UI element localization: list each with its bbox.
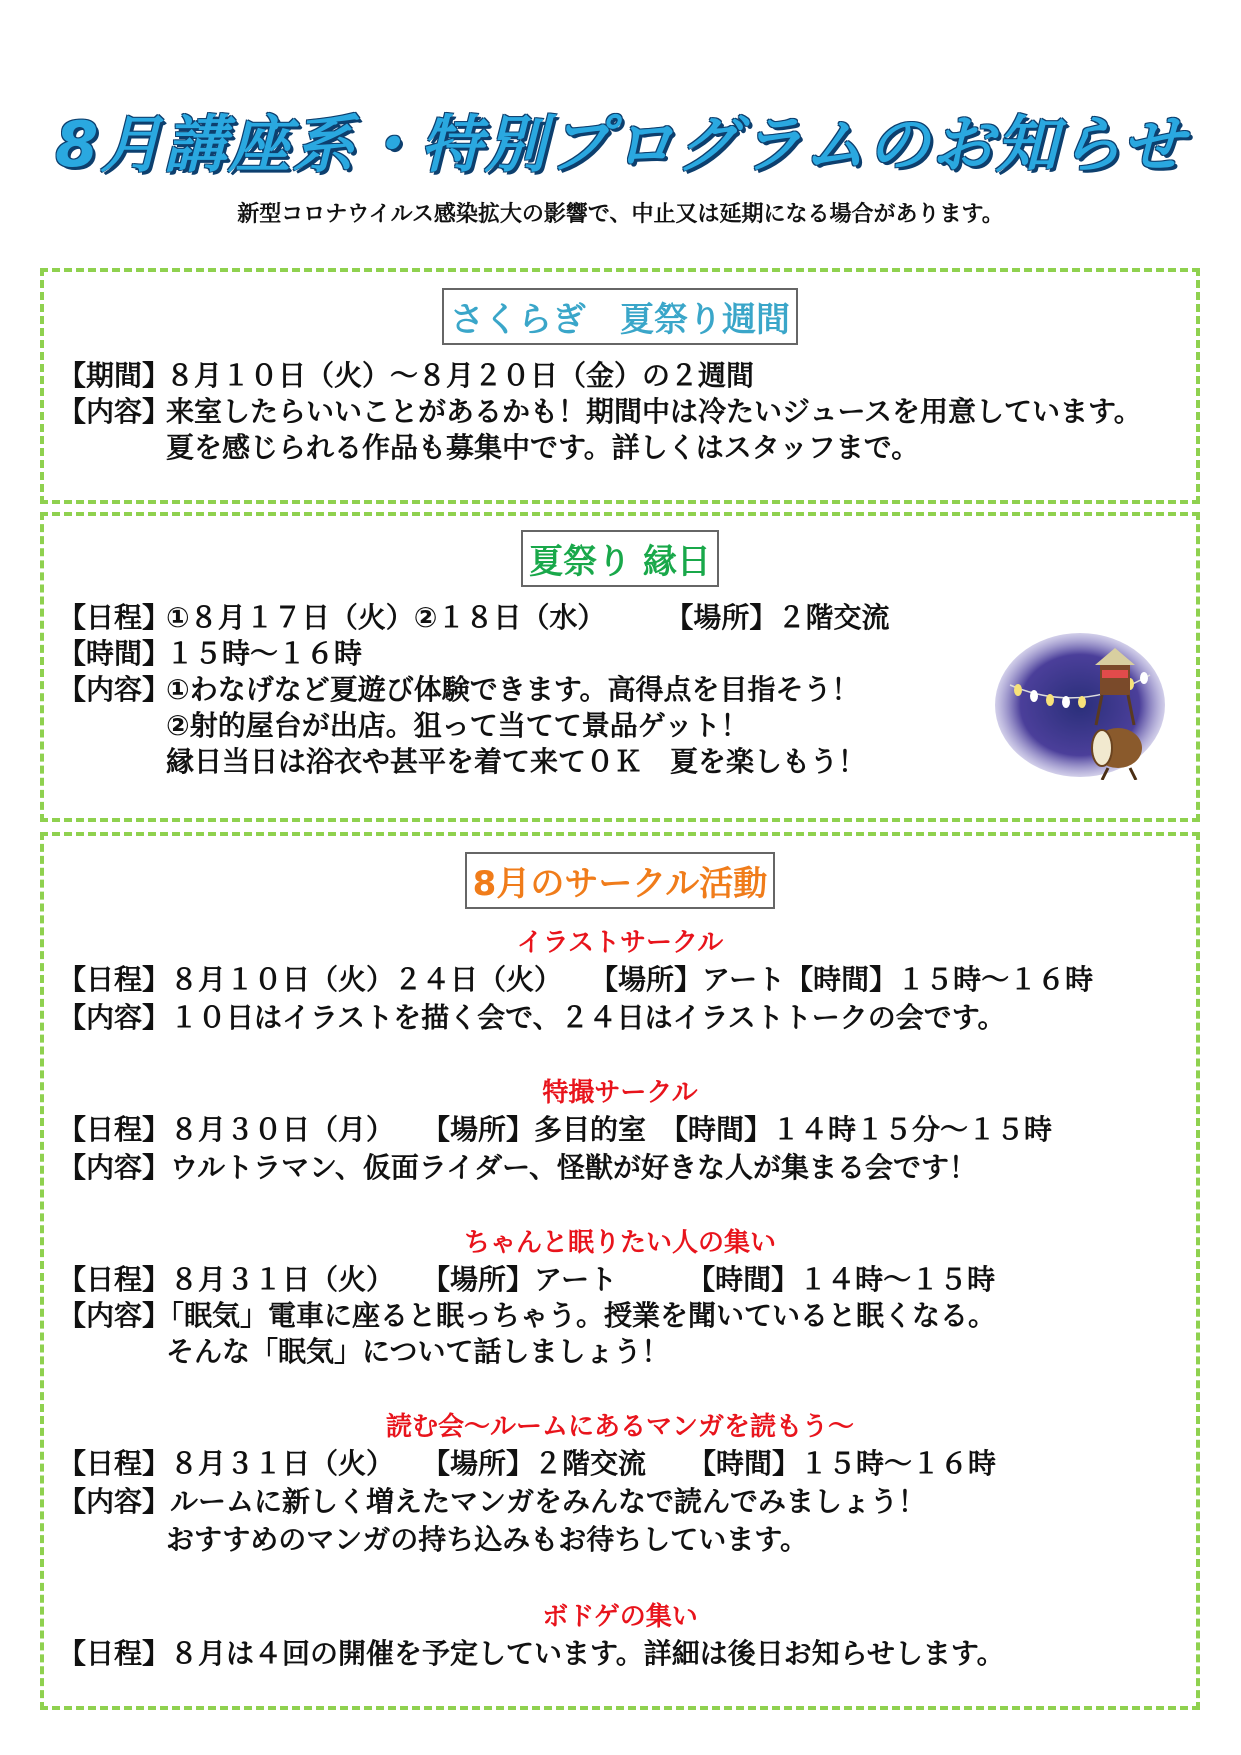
content-value-2: 夏を感じられる作品も募集中です。詳しくはスタッフまで。 (166, 431, 920, 464)
sleep-content: 【内容】「眠気」電車に座ると眠っちゃう。授業を聞いていると眠くなる。 (58, 1299, 997, 1332)
time-row (58, 632, 362, 672)
time-value: １５時～１６時 (166, 637, 363, 670)
section-title-text: 8月のサークル活動 (465, 852, 776, 909)
tokusatsu-schedule: 【日程】８月３０日（月） 【場所】多目的室 【時間】１４時１５分～１５時 (58, 1113, 1053, 1146)
place-label: 【場所】 (665, 601, 778, 634)
place-value: ２階交流 (777, 601, 890, 634)
content-label: 【内容】 (58, 395, 171, 428)
circle-name-illust: イラストサークル (516, 928, 724, 958)
period-label: 【期間】 (58, 359, 171, 392)
circle-name-boardgame: ボドゲの集い (542, 1602, 698, 1632)
period-value: ８月１０日（火）～８月２０日（金）の２週間 (166, 359, 755, 392)
manga-content: 【内容】ルームに新しく増えたマンガをみんなで読んでみましょう！ (58, 1485, 927, 1518)
section-title-circles (44, 852, 1196, 909)
sleep-content-2: そんな「眠気」について話しましょう！ (166, 1335, 670, 1368)
circle-name-manga: 読む会～ルームにあるマンガを読もう～ (385, 1412, 854, 1442)
content-label: 【内容】 (58, 673, 171, 706)
page-title: 8月講座系・特別プログラムのお知らせ (55, 108, 1186, 181)
period-row (58, 354, 754, 394)
schedule-row (58, 596, 889, 636)
content-value-1: ①わなげなど夏遊び体験できます。高得点を目指そう！ (166, 673, 860, 706)
schedule-label: 【日程】 (58, 601, 171, 634)
content-row (58, 668, 859, 708)
sakuragi-section (40, 268, 1200, 504)
illust-schedule: 【日程】８月１０日（火）２４日（火） 【場所】アート【時間】１５時～１６時 (58, 963, 1094, 996)
boardgame-schedule: 【日程】８月は４回の開催を予定しています。詳細は後日お知らせします。 (58, 1637, 1005, 1670)
circle-activities-section (40, 832, 1200, 1710)
tokusatsu-content: 【内容】ウルトラマン、仮面ライダー、怪獣が好きな人が集まる会です！ (58, 1151, 977, 1184)
section-title-text: 夏祭り 縁日 (521, 530, 719, 587)
circle-name-sleep: ちゃんと眠りたい人の集い (463, 1228, 776, 1258)
schedule-value: ①８月１７日（火）②１８日（水） (166, 601, 606, 634)
content-row (58, 390, 1142, 430)
manga-schedule: 【日程】８月３１日（火） 【場所】２階交流 【時間】１５時～１６時 (58, 1447, 997, 1480)
section-title-ennichi (44, 530, 1196, 587)
content-value-3: 縁日当日は浴衣や甚平を着て来て０Ｋ 夏を楽しもう！ (166, 745, 867, 778)
illust-content: 【内容】１０日はイラストを描く会で、２４日はイラストトークの会です。 (58, 1001, 1006, 1034)
circle-name-tokusatsu: 特撮サークル (542, 1078, 698, 1108)
section-title-sakuragi (44, 288, 1196, 345)
festival-illustration (990, 630, 1170, 780)
time-label: 【時間】 (58, 637, 171, 670)
content-value-1: 来室したらいいことがあるかも！期間中は冷たいジュースを用意しています。 (166, 395, 1142, 428)
sleep-schedule: 【日程】８月３１日（火） 【場所】アート 【時間】１４時～１５時 (58, 1263, 996, 1296)
content-value-2: ②射的屋台が出店。狙って当てて景品ゲット！ (166, 709, 749, 742)
section-title-text: さくらぎ 夏祭り週間 (442, 288, 798, 345)
notice-subtitle: 新型コロナウイルス感染拡大の影響で、中止又は延期になる場合があります。 (237, 202, 1004, 227)
manga-content-2: おすすめのマンガの持ち込みもお待ちしています。 (166, 1523, 809, 1556)
